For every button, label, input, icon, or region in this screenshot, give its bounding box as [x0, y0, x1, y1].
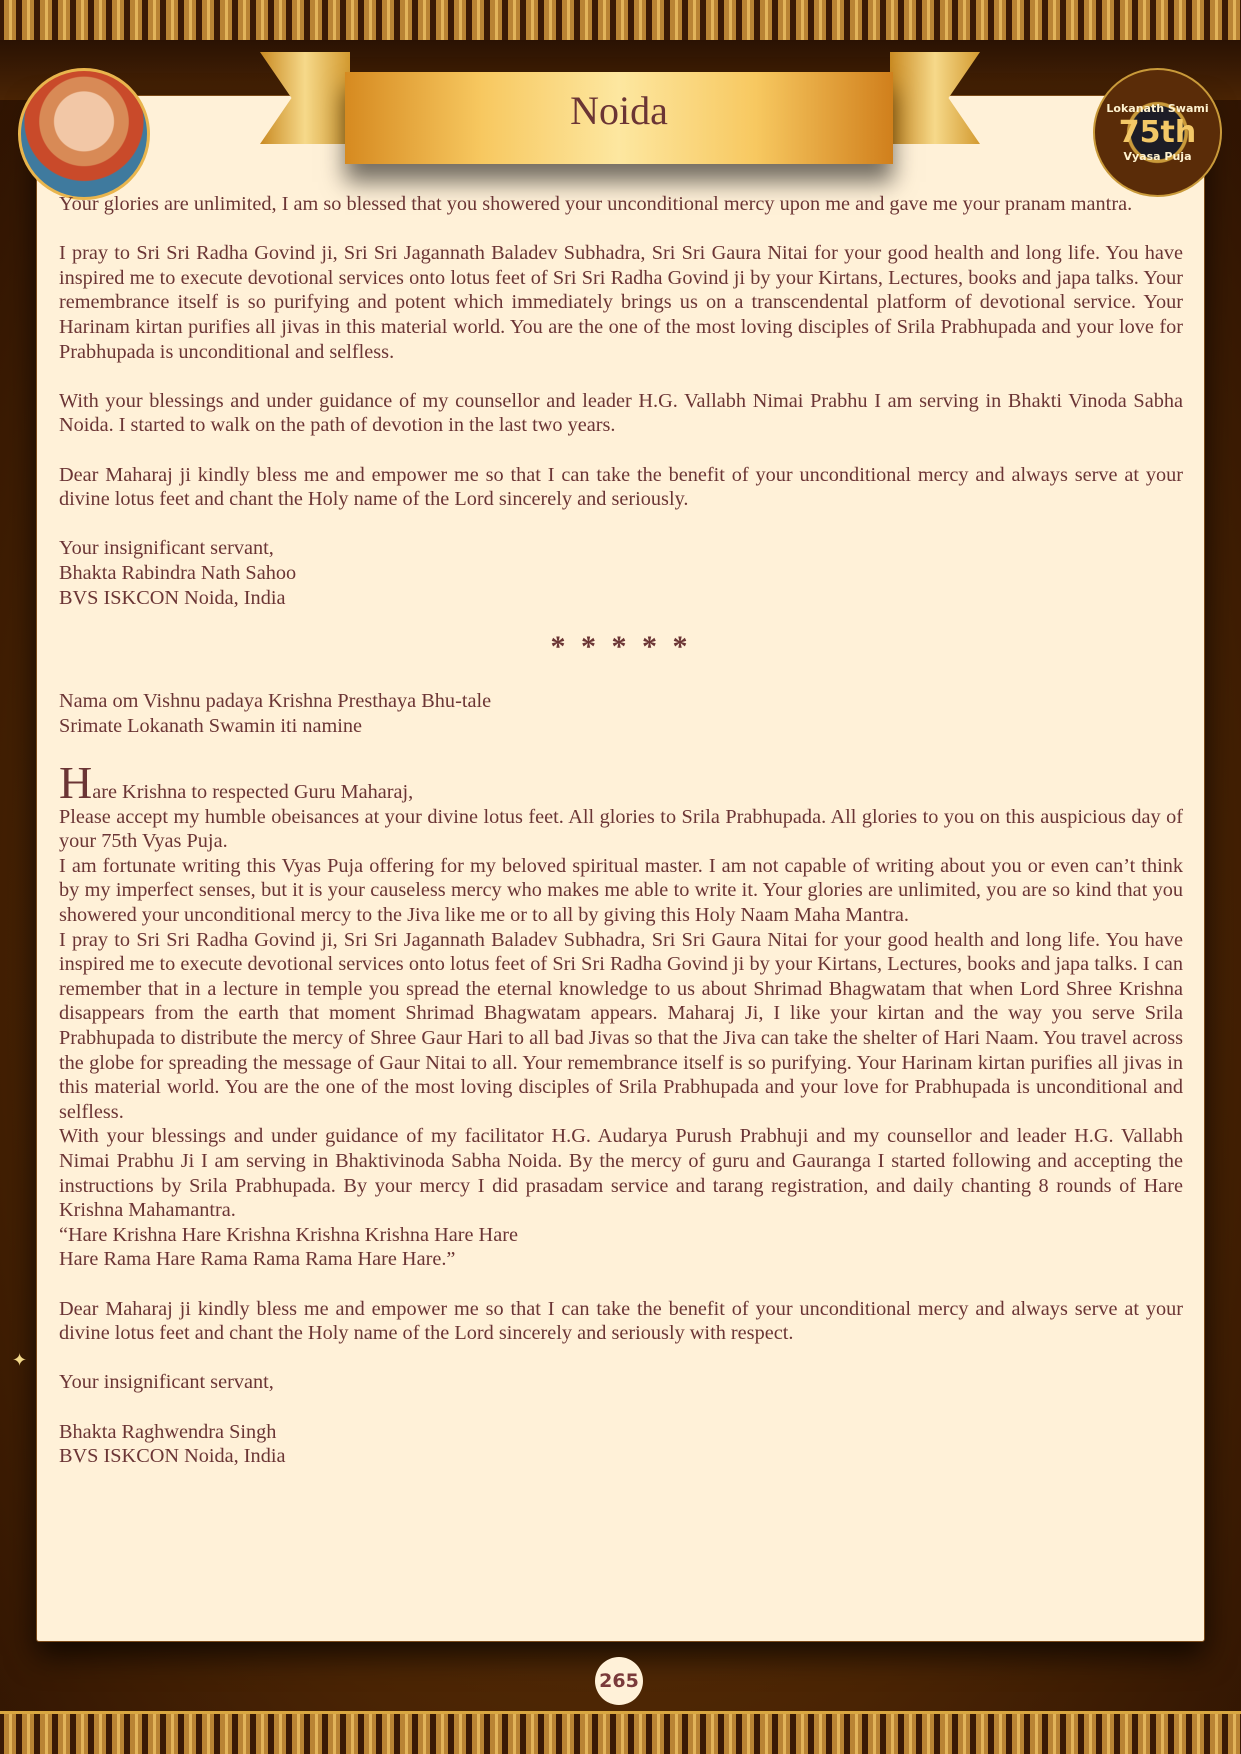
- page-title: Noida: [570, 87, 668, 133]
- greeting-text: are Krishna to respected Guru Maharaj,: [92, 781, 414, 804]
- mantra-line: Srimate Lokanath Swamin iti namine: [59, 714, 363, 737]
- paragraph: Dear Maharaj ji kindly bless me and empower me so that I can take the benefit of your unconditional mercy and always serve at your divine lotus feet and chant the Holy name of the Lord sincerely and seriously.: [59, 463, 1183, 511]
- mahamantra-line: Hare Rama Hare Rama Rama Rama Hare Hare.”: [59, 1248, 456, 1271]
- paragraph: I am fortunate writing this Vyas Puja offering for my beloved spiritual master. I am not capable of writing about you or even can’t think by my imperfect senses, but it is your causeless mercy who makes me able to write it. Your glories are unlimited, you are so kind that you showered your unconditional mercy to the Jiva like me or to all by giving this Holy Naam Maha Mantra.: [59, 854, 1183, 927]
- paragraph: I pray to Sri Sri Radha Govind ji, Sri Sri Jagannath Baladev Subhadra, Sri Sri Gaura Nitai for your good health and long life. You have inspired me to execute devotional services onto lotus feet of Sri Sri Radha Govind ji by your Kirtans, Lectures, books and japa talks. Your remembrance itself is so purifying and potent which immediately brings us on a transcendental platform of devotional service. Your Harinam kirtan purifies all jivas in this material world. You are the one of the most loving disciples of Srila Prabhupada and your love for Prabhupada is unconditional and selfless.: [59, 242, 1183, 363]
- paragraph: With your blessings and under guidance of my facilitator H.G. Audarya Purush Prabhuji and my counsellor and leader H.G. Vallabh Nimai Prabhu Ji I am serving in Bhaktivinoda Sabha Noida. By the mercy of guru and Gauranga I started following and accepting the instructions by Srila Prabhupada. By your mercy I did prasadam service and tarang registration, and daily chanting 8 rounds of Hare Krishna Mahamantra.: [59, 1125, 1183, 1222]
- closing: Your insignificant servant,: [59, 537, 274, 560]
- paragraph: Your glories are unlimited, I am so blessed that you showered your unconditional mercy upon me and gave me your pranam mantra.: [59, 193, 1133, 215]
- vyasa-puja-75th-badge: [1093, 68, 1222, 197]
- closing: Your insignificant servant,: [59, 1371, 274, 1394]
- signature-place: BVS ISKCON Noida, India: [59, 586, 286, 609]
- drop-cap: H: [59, 757, 93, 809]
- guru-portrait-photo: [18, 68, 150, 200]
- paragraph: I pray to Sri Sri Radha Govind ji, Sri Sri Jagannath Baladev Subhadra, Sri Sri Gaura Nitai for your good health and long life. You have inspired me to execute devotional services onto lotus feet of Sri Sri Radha Govind ji by your Kirtans, Lectures, books and japa talks. I can remember that in a lecture in temple you spread the eternal knowledge to us about Shrimad Bhagwatam that when Lord Shree Krishna disappears from the earth that moment Shrimad Bhagwatam appears. Maharaj Ji, I like your kirtan and the way you serve Srila Prabhupada to distribute the mercy of Shree Gaur Hari to all bad Jivas so that the Jiva can take the shelter of Hari Naam. You travel across the globe for spreading the message of Gaur Nitai to all. Your remembrance itself is so purifying. Your Harinam kirtan purifies all jivas in this material world. You are the one of the most loving disciples of Srila Prabhupada and your love for Prabhupada is unconditional and selfless.: [59, 928, 1183, 1123]
- decorative-border-bottom: [0, 1711, 1241, 1754]
- paragraph: Dear Maharaj ji kindly bless me and empower me so that I can take the benefit of your unconditional mercy and always serve at your divine lotus feet and chant the Holy name of the Lord sincerely and seriously with respect.: [59, 1297, 1183, 1345]
- badge-top-text: Lokanath Swami: [1106, 102, 1209, 115]
- mantra-line: Nama om Vishnu padaya Krishna Presthaya Bhu-tale: [59, 690, 492, 713]
- offering-text: [59, 192, 1183, 1469]
- decorative-border-top: [0, 0, 1241, 43]
- title-ribbon: [345, 72, 893, 164]
- greeting: [59, 757, 1183, 809]
- badge-number: 75th: [1118, 115, 1197, 150]
- page-number: 265: [595, 1657, 643, 1705]
- mahamantra-line: “Hare Krishna Hare Krishna Krishna Krishna Hare Hare: [59, 1223, 518, 1246]
- sparkle-icon: ✦: [12, 1350, 28, 1370]
- signature-name: Bhakta Raghwendra Singh: [59, 1420, 277, 1443]
- badge-bottom-text: Vyasa Puja: [1123, 150, 1192, 163]
- signature-place: BVS ISKCON Noida, India: [59, 1445, 286, 1468]
- paragraph: Please accept my humble obeisances at your divine lotus feet. All glories to Srila Prabhupada. All glories to you on this auspicious day of your 75th Vyas Puja.: [59, 805, 1183, 853]
- signature-name: Bhakta Rabindra Nath Sahoo: [59, 561, 297, 584]
- section-separator: * * * * *: [550, 629, 692, 663]
- paragraph: With your blessings and under guidance of my counsellor and leader H.G. Vallabh Nimai Prabhu I am serving in Bhakti Vinoda Sabha Noida. I started to walk on the path of devotion in the last two years.: [59, 389, 1183, 437]
